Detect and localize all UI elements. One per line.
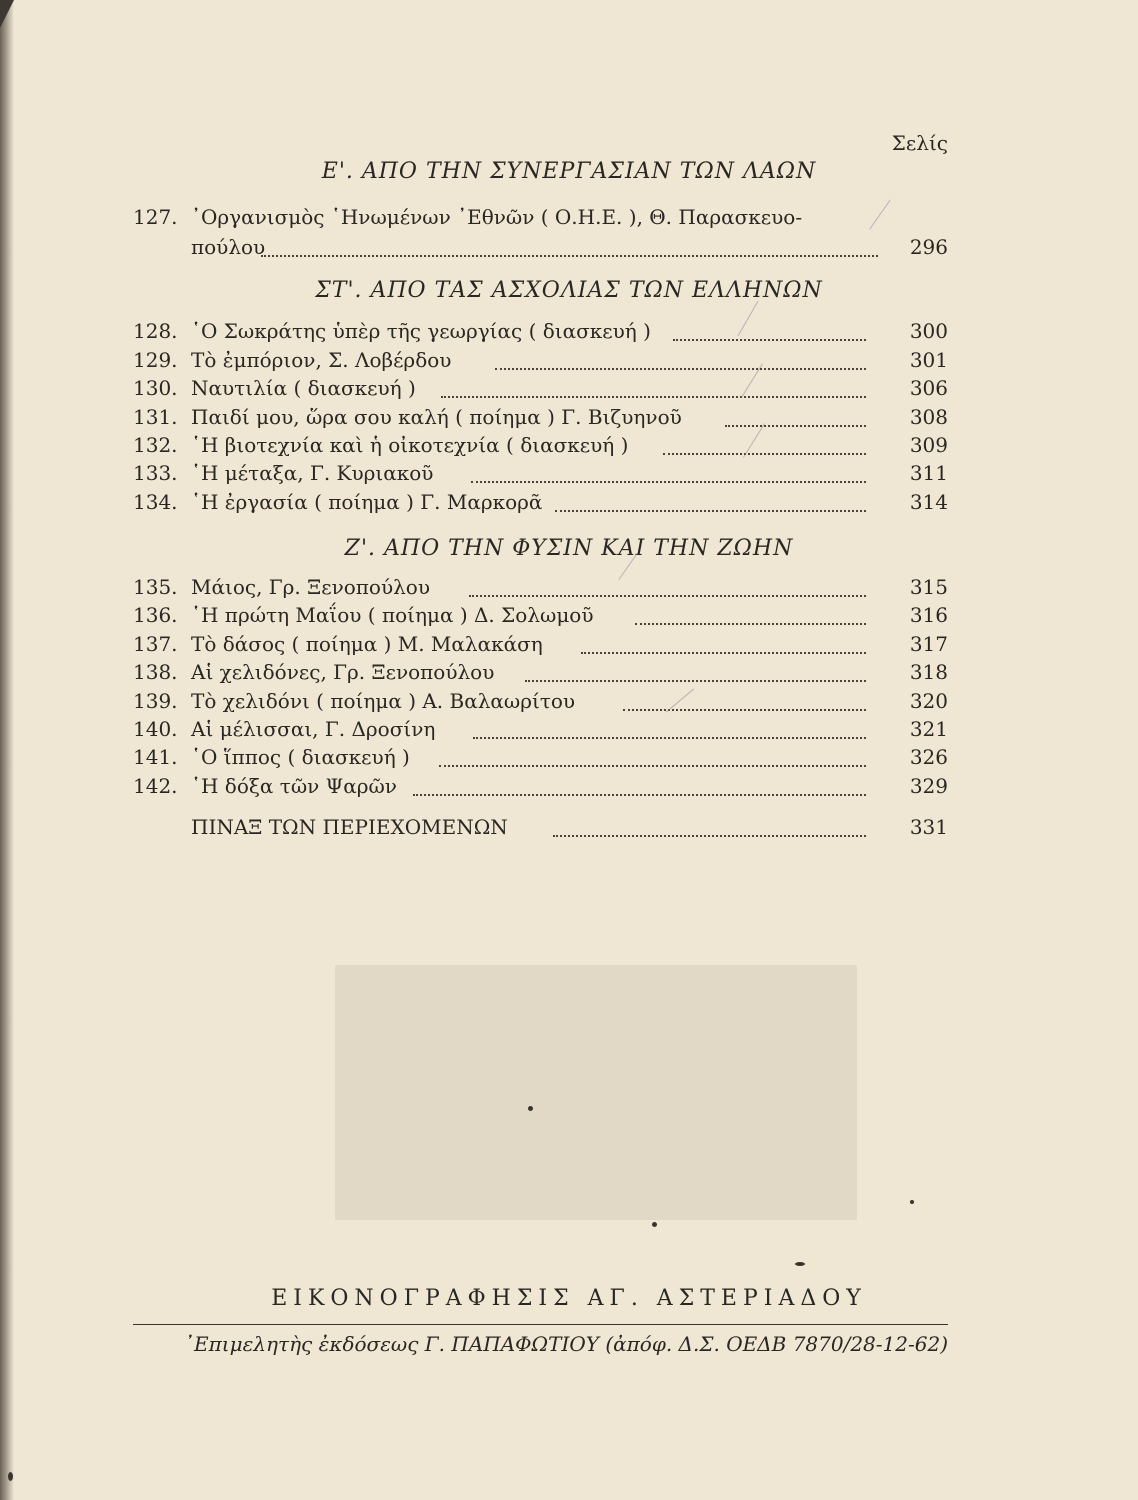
entry-title: ῾Η μέταξα, Γ. Κυριακοῦ (191, 461, 434, 485)
entry-title: ῾Η δόξα τῶν Ψαρῶν (191, 774, 397, 798)
section-heading-z: Ζ'. ΑΠΟ ΤΗΝ ΦΥΣΙΝ ΚΑΙ ΤΗΝ ΖΩΗΝ (344, 536, 794, 561)
dot-leader (473, 737, 866, 739)
page-corner (0, 0, 14, 28)
page-column-header: Σελίς (891, 131, 948, 155)
entry-number: 132. (133, 433, 178, 457)
toc-entry-135 (133, 575, 948, 603)
entry-title: ῾Ο Σωκράτης ὑπὲρ τῆς γεωργίας ( διασκευή ) (191, 319, 651, 343)
dot-leader (469, 595, 866, 597)
ink-speck (528, 1106, 533, 1111)
entry-page: 331 (909, 815, 948, 839)
entry-title: Αἱ μέλισσαι, Γ. Δροσίνη (191, 717, 436, 741)
toc-entry-132 (133, 433, 948, 461)
entry-title: ΠΙΝΑΞ ΤΩΝ ΠΕΡΙΕΧΟΜΕΝΩΝ (191, 815, 508, 839)
entry-page: 321 (909, 717, 948, 741)
entry-number: 139. (133, 689, 178, 713)
entry-number: 130. (133, 376, 178, 400)
entry-page: 300 (909, 319, 948, 343)
dot-leader (663, 453, 866, 455)
entry-page: 309 (909, 433, 948, 457)
dot-leader (673, 339, 866, 341)
entry-title: ῾Η πρώτη Μαΐου ( ποίημα ) Δ. Σολωμοῦ (191, 603, 594, 627)
entry-number: 137. (133, 632, 178, 656)
dot-leader (553, 835, 866, 837)
entry-title: Αἱ χελιδόνες, Γρ. Ξενοπούλου (191, 660, 495, 684)
footer-rule (133, 1324, 948, 1325)
entry-title: Τὸ δάσος ( ποίημα ) Μ. Μαλακάση (191, 632, 543, 656)
page-binding-edge (0, 0, 14, 1500)
toc-entry-141 (133, 745, 948, 773)
entry-page: 320 (909, 689, 948, 713)
ink-speck (652, 1222, 657, 1227)
toc-entry-133 (133, 461, 948, 489)
entry-title-continued: πούλου (191, 235, 266, 259)
entry-number: 136. (133, 603, 178, 627)
toc-entry-136 (133, 603, 948, 631)
entry-title: Ναυτιλία ( διασκευή ) (191, 376, 416, 400)
dot-leader (725, 425, 866, 427)
section-heading-e: Ε'. ΑΠΟ ΤΗΝ ΣΥΝΕΡΓΑΣΙΑΝ ΤΩΝ ΛΑΩΝ (321, 159, 817, 184)
dot-leader (525, 680, 866, 682)
entry-title: Τὸ ἐμπόριον, Σ. Λοβέρδου (191, 348, 452, 372)
dot-leader (261, 255, 878, 257)
entry-page: 306 (909, 376, 948, 400)
section-heading-st: ΣΤ'. ΑΠΟ ΤΑΣ ΑΣΧΟΛΙΑΣ ΤΩΝ ΕΛΛΗΝΩΝ (315, 278, 823, 303)
toc-entry-140 (133, 717, 948, 745)
toc-entry-130 (133, 376, 948, 404)
entry-page: 329 (909, 774, 948, 798)
toc-entry-128 (133, 319, 948, 347)
dot-leader (581, 652, 866, 654)
dot-leader (471, 481, 866, 483)
entry-page: 311 (909, 461, 948, 485)
entry-page: 326 (909, 745, 948, 769)
toc-entry-131 (133, 405, 948, 433)
toc-entry-127 (133, 205, 948, 233)
entry-number: 133. (133, 461, 178, 485)
toc-entry-138 (133, 660, 948, 688)
toc-entry-134 (133, 490, 948, 518)
entry-title: Παιδί μου, ὥρα σου καλή ( ποίημα ) Γ. Βιζυηνοῦ (191, 405, 682, 429)
entry-number: 129. (133, 348, 178, 372)
entry-number: 142. (133, 774, 178, 798)
entry-title: Τὸ χελιδόνι ( ποίημα ) Α. Βαλαωρίτου (191, 689, 576, 713)
entry-number: 131. (133, 405, 178, 429)
entry-page: 296 (909, 235, 948, 259)
entry-title: Μάιος, Γρ. Ξενοπούλου (191, 575, 430, 599)
dot-leader (441, 396, 866, 398)
ink-speck (910, 1200, 914, 1204)
dot-leader (413, 794, 866, 796)
dot-leader (635, 623, 866, 625)
entry-page: 315 (909, 575, 948, 599)
illustrations-credit: ΕΙΚΟΝΟΓΡΑΦΗΣΙΣ ΑΓ. ΑΣΤΕΡΙΑΔΟΥ (271, 1286, 867, 1311)
entry-number: 140. (133, 717, 178, 741)
faded-stain (335, 965, 857, 1220)
entry-title: ῾Η βιοτεχνία καὶ ἡ οἰκοτεχνία ( διασκευή ) (191, 433, 629, 457)
entry-number: 135. (133, 575, 178, 599)
toc-entry-index (133, 815, 948, 843)
toc-entry-142 (133, 774, 948, 802)
ink-speck (8, 1472, 13, 1481)
entry-page: 301 (909, 348, 948, 372)
ink-speck (795, 1262, 805, 1266)
dot-leader (439, 765, 866, 767)
toc-entry-137 (133, 632, 948, 660)
entry-number: 138. (133, 660, 178, 684)
entry-page: 314 (909, 490, 948, 514)
entry-title: ῾Η ἐργασία ( ποίημα ) Γ. Μαρκορᾶ (191, 490, 543, 514)
entry-number: 127. (133, 205, 178, 229)
entry-title: ῾Ο ἵππος ( διασκευή ) (191, 745, 410, 769)
entry-page: 317 (909, 632, 948, 656)
dot-leader (555, 510, 866, 512)
dot-leader (495, 368, 866, 370)
entry-number: 128. (133, 319, 178, 343)
entry-number: 134. (133, 490, 178, 514)
toc-entry-127-continued (133, 235, 948, 263)
entry-page: 318 (909, 660, 948, 684)
entry-number: 141. (133, 745, 178, 769)
toc-entry-129 (133, 348, 948, 376)
dot-leader (623, 709, 866, 711)
entry-page: 308 (909, 405, 948, 429)
entry-title: ᾿Οργανισμὸς ῾Ηνωμένων ᾿Εθνῶν ( Ο.Η.Ε. ), Θ. Παρασκευο- (191, 205, 803, 229)
entry-page: 316 (909, 603, 948, 627)
toc-entry-139 (133, 689, 948, 717)
editor-credit: ᾿Επιμελητὴς ἐκδόσεως Γ. ΠΑΠΑΦΩΤΙΟΥ (ἀπόφ. Δ.Σ. ΟΕΔΒ 7870/28-12-62) (184, 1332, 948, 1356)
